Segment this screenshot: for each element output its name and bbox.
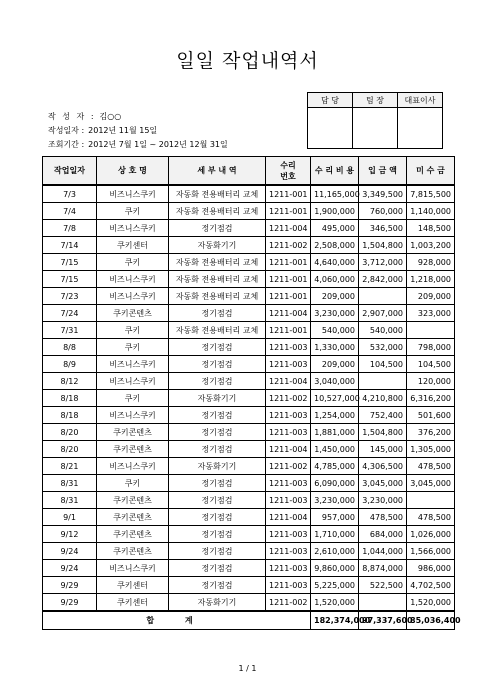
- cell-company: 비즈니스쿠키: [97, 220, 169, 237]
- cell-paid: 760,000: [359, 203, 407, 220]
- table-row: [43, 185, 455, 203]
- col-header-paid: 입 금 액: [359, 157, 407, 186]
- cell-detail: 정기점검: [169, 475, 266, 492]
- cell-repair-cost: 540,000: [311, 322, 359, 339]
- cell-paid: 478,500: [359, 509, 407, 526]
- date-value: 2012년 11월 15일: [88, 126, 158, 135]
- cell-date: 9/29: [43, 594, 97, 612]
- cell-paid: 684,000: [359, 526, 407, 543]
- table-row: [43, 305, 455, 322]
- cell-paid: [359, 373, 407, 390]
- cell-paid: 752,400: [359, 407, 407, 424]
- cell-repair-cost: 11,165,000: [311, 185, 359, 203]
- cell-detail: 자동화기기: [169, 594, 266, 612]
- cell-unpaid: 1,140,000: [407, 203, 455, 220]
- cell-date: 7/4: [43, 203, 97, 220]
- cell-repair-no: 1211-003: [266, 560, 311, 577]
- table-row: [43, 203, 455, 220]
- cell-company: 쿠키콘텐츠: [97, 441, 169, 458]
- cell-detail: 자동화 전용배터리 교체: [169, 254, 266, 271]
- cell-paid: 540,000: [359, 322, 407, 339]
- col-header-company: 상 호 명: [97, 157, 169, 186]
- cell-date: 9/1: [43, 509, 97, 526]
- cell-date: 8/31: [43, 475, 97, 492]
- approval-sign-row: [308, 108, 443, 149]
- cell-date: 7/14: [43, 237, 97, 254]
- col-header-date: 작업일자: [43, 157, 97, 186]
- cell-repair-cost: 1,900,000: [311, 203, 359, 220]
- cell-detail: 정기점검: [169, 407, 266, 424]
- cell-company: 비즈니스쿠키: [97, 185, 169, 203]
- cell-company: 쿠키콘텐츠: [97, 526, 169, 543]
- cell-date: 8/12: [43, 373, 97, 390]
- cell-repair-no: 1211-003: [266, 475, 311, 492]
- cell-repair-cost: 209,000: [311, 356, 359, 373]
- date-line: [48, 125, 157, 136]
- cell-date: 7/31: [43, 322, 97, 339]
- cell-unpaid: 7,815,500: [407, 185, 455, 203]
- approval-header-team-lead: 팀 장: [353, 93, 398, 108]
- cell-repair-no: 1211-002: [266, 390, 311, 407]
- table-row: [43, 254, 455, 271]
- cell-paid: [359, 288, 407, 305]
- cell-detail: 정기점검: [169, 441, 266, 458]
- cell-date: 7/24: [43, 305, 97, 322]
- cell-date: 8/31: [43, 492, 97, 509]
- cell-paid: 346,500: [359, 220, 407, 237]
- cell-repair-cost: 3,230,000: [311, 492, 359, 509]
- cell-paid: 104,500: [359, 356, 407, 373]
- cell-company: 비즈니스쿠키: [97, 356, 169, 373]
- cell-repair-cost: 495,000: [311, 220, 359, 237]
- cell-company: 비즈니스쿠키: [97, 458, 169, 475]
- cell-unpaid: 928,000: [407, 254, 455, 271]
- cell-detail: 자동화기기: [169, 237, 266, 254]
- cell-company: 쿠키콘텐츠: [97, 424, 169, 441]
- total-repair-cost: 182,374,000: [311, 611, 359, 630]
- cell-repair-no: 1211-003: [266, 526, 311, 543]
- period-value: 2012년 7월 1일 ~ 2012년 12월 31일: [88, 140, 228, 149]
- cell-paid: 1,504,800: [359, 237, 407, 254]
- cell-unpaid: 3,045,000: [407, 475, 455, 492]
- cell-company: 비즈니스쿠키: [97, 271, 169, 288]
- table-row: [43, 458, 455, 475]
- cell-detail: 정기점검: [169, 492, 266, 509]
- cell-date: 8/20: [43, 424, 97, 441]
- cell-repair-cost: 957,000: [311, 509, 359, 526]
- approval-sign-ceo: [398, 108, 443, 149]
- cell-company: 쿠키: [97, 203, 169, 220]
- table-row: [43, 271, 455, 288]
- cell-unpaid: 1,305,000: [407, 441, 455, 458]
- cell-repair-cost: 9,860,000: [311, 560, 359, 577]
- cell-company: 비즈니스쿠키: [97, 288, 169, 305]
- cell-detail: 정기점검: [169, 220, 266, 237]
- cell-date: 9/24: [43, 560, 97, 577]
- cell-repair-no: 1211-001: [266, 185, 311, 203]
- cell-paid: 3,230,000: [359, 492, 407, 509]
- cell-repair-no: 1211-001: [266, 322, 311, 339]
- cell-unpaid: 798,000: [407, 339, 455, 356]
- total-paid: 97,337,600: [359, 611, 407, 630]
- cell-paid: 532,000: [359, 339, 407, 356]
- cell-paid: [359, 594, 407, 612]
- cell-unpaid: 1,566,000: [407, 543, 455, 560]
- cell-date: 9/24: [43, 543, 97, 560]
- cell-company: 쿠키센터: [97, 594, 169, 612]
- cell-detail: 자동화 전용배터리 교체: [169, 271, 266, 288]
- table-row: [43, 237, 455, 254]
- cell-repair-cost: 6,090,000: [311, 475, 359, 492]
- cell-repair-cost: 3,230,000: [311, 305, 359, 322]
- cell-repair-no: 1211-003: [266, 339, 311, 356]
- cell-paid: 2,842,000: [359, 271, 407, 288]
- cell-paid: 4,210,800: [359, 390, 407, 407]
- table-row: [43, 492, 455, 509]
- approval-sign-team-lead: [353, 108, 398, 149]
- cell-paid: 4,306,500: [359, 458, 407, 475]
- cell-company: 쿠키: [97, 339, 169, 356]
- date-label: 작성일자 :: [48, 126, 85, 135]
- cell-repair-no: 1211-003: [266, 424, 311, 441]
- table-row: [43, 526, 455, 543]
- cell-repair-no: 1211-004: [266, 305, 311, 322]
- cell-unpaid: 478,500: [407, 509, 455, 526]
- cell-repair-no: 1211-001: [266, 288, 311, 305]
- cell-repair-cost: 3,040,000: [311, 373, 359, 390]
- table-row: [43, 322, 455, 339]
- cell-repair-no: 1211-001: [266, 271, 311, 288]
- col-header-repair-cost: 수 리 비 용: [311, 157, 359, 186]
- cell-date: 8/20: [43, 441, 97, 458]
- cell-detail: 자동화 전용배터리 교체: [169, 288, 266, 305]
- approval-header-ceo: 대표이사: [398, 93, 443, 108]
- cell-company: 쿠키콘텐츠: [97, 305, 169, 322]
- cell-company: 쿠키: [97, 322, 169, 339]
- writer-line: [48, 111, 121, 122]
- cell-date: 8/9: [43, 356, 97, 373]
- page-number: 1 / 1: [238, 664, 257, 673]
- cell-date: 8/21: [43, 458, 97, 475]
- writer-value: 김○○: [99, 112, 122, 121]
- cell-date: 7/23: [43, 288, 97, 305]
- cell-paid: 3,349,500: [359, 185, 407, 203]
- cell-repair-cost: 1,450,000: [311, 441, 359, 458]
- cell-company: 쿠키센터: [97, 237, 169, 254]
- cell-detail: 정기점검: [169, 526, 266, 543]
- cell-detail: 정기점검: [169, 424, 266, 441]
- approval-box: [307, 92, 443, 149]
- col-header-detail: 세 부 내 역: [169, 157, 266, 186]
- cell-company: 쿠키: [97, 475, 169, 492]
- table-row: [43, 424, 455, 441]
- cell-paid: 8,874,000: [359, 560, 407, 577]
- table-row: [43, 220, 455, 237]
- cell-unpaid: [407, 492, 455, 509]
- table-row: [43, 356, 455, 373]
- total-label-cell: [43, 611, 311, 630]
- cell-unpaid: 209,000: [407, 288, 455, 305]
- cell-repair-no: 1211-002: [266, 594, 311, 612]
- cell-repair-no: 1211-001: [266, 203, 311, 220]
- cell-repair-cost: 209,000: [311, 288, 359, 305]
- cell-unpaid: 120,000: [407, 373, 455, 390]
- cell-repair-cost: 4,640,000: [311, 254, 359, 271]
- cell-unpaid: 986,000: [407, 560, 455, 577]
- cell-company: 쿠키콘텐츠: [97, 492, 169, 509]
- cell-date: 9/29: [43, 577, 97, 594]
- table-row: [43, 560, 455, 577]
- cell-repair-cost: 1,710,000: [311, 526, 359, 543]
- col-header-repair-no: 수리 번호: [266, 157, 311, 186]
- total-label: 합 계: [146, 616, 207, 625]
- cell-unpaid: 148,500: [407, 220, 455, 237]
- table-row: [43, 543, 455, 560]
- total-unpaid: 85,036,400: [407, 611, 455, 630]
- cell-repair-no: 1211-003: [266, 543, 311, 560]
- table-row: [43, 594, 455, 612]
- cell-unpaid: 1,218,000: [407, 271, 455, 288]
- table-header-row: [43, 157, 455, 186]
- cell-paid: 522,500: [359, 577, 407, 594]
- cell-company: 쿠키콘텐츠: [97, 509, 169, 526]
- cell-unpaid: 6,316,200: [407, 390, 455, 407]
- cell-repair-cost: 1,881,000: [311, 424, 359, 441]
- cell-date: 7/15: [43, 271, 97, 288]
- table-row: [43, 407, 455, 424]
- cell-repair-no: 1211-001: [266, 254, 311, 271]
- cell-repair-cost: 2,610,000: [311, 543, 359, 560]
- cell-company: 쿠키: [97, 254, 169, 271]
- cell-company: 쿠키콘텐츠: [97, 543, 169, 560]
- cell-date: 9/12: [43, 526, 97, 543]
- cell-detail: 정기점검: [169, 509, 266, 526]
- table-body: [43, 185, 455, 611]
- document-title: 일일 작업내역서: [176, 50, 319, 72]
- cell-detail: 자동화 전용배터리 교체: [169, 322, 266, 339]
- cell-detail: 자동화기기: [169, 390, 266, 407]
- cell-unpaid: 1,026,000: [407, 526, 455, 543]
- approval-sign-manager: [308, 108, 353, 149]
- cell-repair-no: 1211-002: [266, 237, 311, 254]
- cell-repair-no: 1211-004: [266, 220, 311, 237]
- cell-date: 8/8: [43, 339, 97, 356]
- table-row: [43, 339, 455, 356]
- cell-repair-cost: 4,060,000: [311, 271, 359, 288]
- cell-detail: 정기점검: [169, 305, 266, 322]
- cell-company: 비즈니스쿠키: [97, 560, 169, 577]
- table-row: [43, 390, 455, 407]
- cell-unpaid: 4,702,500: [407, 577, 455, 594]
- cell-repair-cost: 5,225,000: [311, 577, 359, 594]
- approval-header-row: [308, 93, 443, 108]
- period-label: 조회기간 :: [48, 140, 85, 149]
- table-row: [43, 288, 455, 305]
- cell-paid: 2,907,000: [359, 305, 407, 322]
- cell-repair-no: 1211-003: [266, 577, 311, 594]
- cell-repair-no: 1211-003: [266, 356, 311, 373]
- cell-unpaid: 104,500: [407, 356, 455, 373]
- cell-unpaid: 501,600: [407, 407, 455, 424]
- total-row: [43, 611, 455, 630]
- cell-repair-no: 1211-004: [266, 441, 311, 458]
- cell-unpaid: 478,500: [407, 458, 455, 475]
- cell-repair-no: 1211-003: [266, 492, 311, 509]
- cell-company: 비즈니스쿠키: [97, 373, 169, 390]
- cell-detail: 정기점검: [169, 577, 266, 594]
- cell-date: 7/3: [43, 185, 97, 203]
- table-row: [43, 509, 455, 526]
- cell-unpaid: 1,520,000: [407, 594, 455, 612]
- cell-detail: 정기점검: [169, 373, 266, 390]
- cell-repair-cost: 4,785,000: [311, 458, 359, 475]
- cell-company: 쿠키센터: [97, 577, 169, 594]
- cell-date: 7/15: [43, 254, 97, 271]
- period-line: [48, 139, 228, 150]
- cell-repair-cost: 1,330,000: [311, 339, 359, 356]
- cell-detail: 정기점검: [169, 339, 266, 356]
- cell-unpaid: 1,003,200: [407, 237, 455, 254]
- cell-date: 8/18: [43, 407, 97, 424]
- cell-detail: 정기점검: [169, 543, 266, 560]
- cell-paid: 145,000: [359, 441, 407, 458]
- cell-repair-no: 1211-002: [266, 458, 311, 475]
- cell-unpaid: [407, 322, 455, 339]
- cell-repair-cost: 1,520,000: [311, 594, 359, 612]
- work-table: [42, 156, 461, 630]
- cell-date: 7/8: [43, 220, 97, 237]
- approval-header-manager: 담 당: [308, 93, 353, 108]
- cell-repair-cost: 10,527,000: [311, 390, 359, 407]
- cell-paid: 3,045,000: [359, 475, 407, 492]
- cell-company: 쿠키: [97, 390, 169, 407]
- table-row: [43, 373, 455, 390]
- cell-detail: 정기점검: [169, 560, 266, 577]
- cell-paid: 3,712,000: [359, 254, 407, 271]
- cell-company: 비즈니스쿠키: [97, 407, 169, 424]
- cell-repair-no: 1211-003: [266, 407, 311, 424]
- table-row: [43, 441, 455, 458]
- cell-date: 8/18: [43, 390, 97, 407]
- cell-repair-cost: 2,508,000: [311, 237, 359, 254]
- table-row: [43, 577, 455, 594]
- cell-paid: 1,044,000: [359, 543, 407, 560]
- cell-detail: 자동화 전용배터리 교체: [169, 203, 266, 220]
- col-header-unpaid: 미 수 금: [407, 157, 455, 186]
- cell-repair-cost: 1,254,000: [311, 407, 359, 424]
- cell-detail: 정기점검: [169, 356, 266, 373]
- cell-unpaid: 323,000: [407, 305, 455, 322]
- cell-detail: 자동화 전용배터리 교체: [169, 185, 266, 203]
- cell-repair-no: 1211-004: [266, 373, 311, 390]
- cell-paid: 1,504,800: [359, 424, 407, 441]
- table-row: [43, 475, 455, 492]
- cell-repair-no: 1211-004: [266, 509, 311, 526]
- writer-label: 작 성 자 :: [48, 112, 96, 121]
- cell-detail: 자동화기기: [169, 458, 266, 475]
- cell-unpaid: 376,200: [407, 424, 455, 441]
